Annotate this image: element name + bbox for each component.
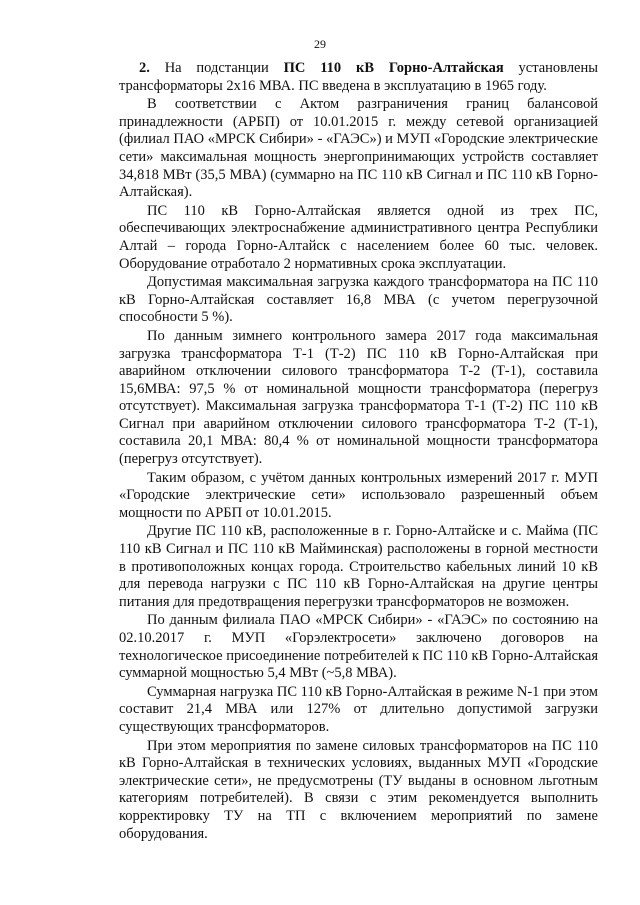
paragraph-winter-measurement: По данным зимнего контрольного замера 2017 года максимальная загрузка трансформатора Т-1 (Т-2) ПС 110 кВ Горно-Алтайская при аварийном отключении силового трансформатора Т-2 (Т-1), составила 15,6МВА: 97,5 % от номинальной мощности трансформатора (перегруз отсутствует). Максимальная загрузка трансформатора Т-1 (Т-2) ПС 110 кВ Сигнал при аварийном отключении силового трансформатора Т-2 (Т-1), составила 20,1 МВА: 80,4 % от номинальной мощности трансформатора (перегруз отсутствует). xyxy=(119,327,598,468)
substation-name: ПС 110 кВ Горно-Алтайская xyxy=(283,60,504,76)
paragraph-supply-role: ПС 110 кВ Горно-Алтайская является одной из трех ПС, обеспечивающих электроснабжение административного центра Республики Алтай – города Горно-Алтайск с населением более 60 тыс. человек. Оборудование отработало 2 нормативных срока эксплуатации. xyxy=(119,202,598,272)
section-number: 2. xyxy=(139,60,150,76)
paragraph-total-load: Суммарная нагрузка ПС 110 кВ Горно-Алтайская в режиме N-1 при этом составит 21,4 МВА или 127% от длительно допустимой загрузки существующих трансформаторов. xyxy=(119,683,598,735)
intro-text-post: установлены трансформаторы 2х16 МВА. ПС введена в эксплуатацию в 1965 году. xyxy=(119,60,598,94)
document-body xyxy=(119,60,598,844)
paragraph-conclusion: Таким образом, с учётом данных контрольных измерений 2017 г. МУП «Городские электрические сети» использовало разрешенный объем мощности по АРБП от 10.01.2015. xyxy=(119,469,598,521)
intro-text-pre: На подстанции xyxy=(149,60,284,76)
paragraph-arbp: В соответствии с Актом разграничения границ балансовой принадлежности (АРБП) от 10.01.2015 г. между сетевой организацией (филиал ПАО «МРСК Сибири» - «ГАЭС») и МУП «Городские электрические сети» максимальная мощность энергопринимающих устройств составляет 34,818 МВт (35,5 МВА) (суммарно на ПС 110 кВ Сигнал и ПС 110 кВ Горно-Алтайская). xyxy=(119,96,598,201)
paragraph-recommendation: При этом мероприятия по замене силовых трансформаторов на ПС 110 кВ Горно-Алтайская в технических условиях, выданных МУП «Городские электрические сети», не предусмотрены (ТУ выданы в основном льготным категориям потребителей). В связи с этим рекомендуется выполнить корректировку ТУ на ТП с включением мероприятий по замене оборудования. xyxy=(119,737,598,842)
paragraph-max-load: Допустимая максимальная загрузка каждого трансформатора на ПС 110 кВ Горно-Алтайская составляет 16,8 МВА (с учетом перегрузочной способности 5 %). xyxy=(119,274,598,326)
page-number: 29 xyxy=(314,37,326,51)
paragraph-contracts: По данным филиала ПАО «МРСК Сибири» - «ГАЭС» по состоянию на 02.10.2017 г. МУП «Горэлектросети» заключено договоров на технологическое присоединение потребителей к ПС 110 кВ Горно-Алтайская суммарной мощностью 5,4 МВт (~5,8 МВА). xyxy=(119,612,598,682)
paragraph-substation-intro xyxy=(119,60,598,95)
paragraph-other-substations: Другие ПС 110 кВ, расположенные в г. Горно-Алтайске и с. Майма (ПС 110 кВ Сигнал и ПС 110 кВ Майминская) расположены в горной местности в противоположных концах города. Строительство кабельных линий 10 кВ для перевода нагрузки с ПС 110 кВ Горно-Алтайская на другие центры питания для предотвращения перегрузки трансформаторов не возможен. xyxy=(119,523,598,610)
